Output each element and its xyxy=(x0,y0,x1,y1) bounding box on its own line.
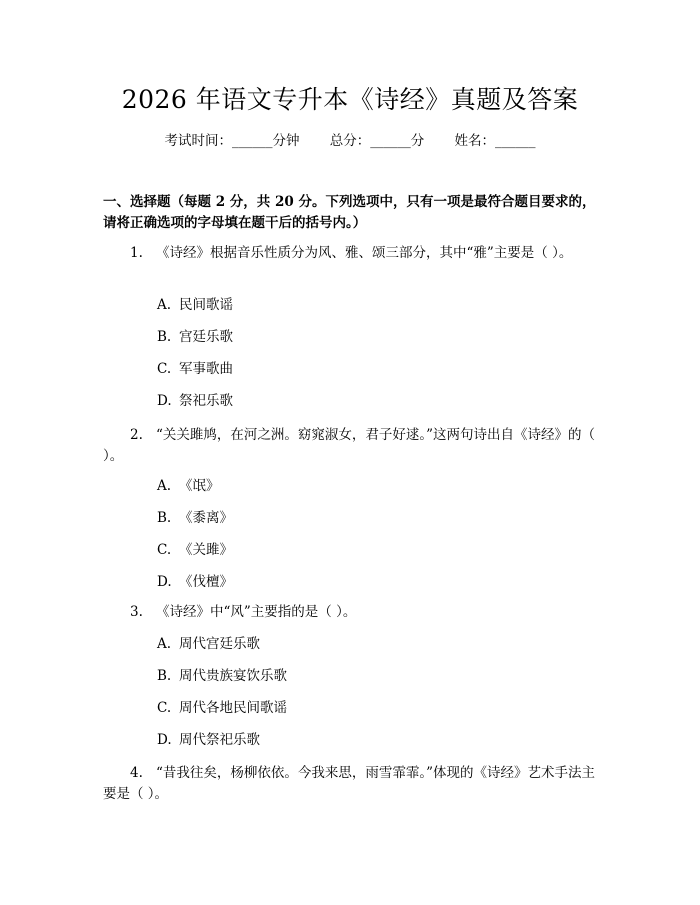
question-text: 《诗经》中“风”主要指的是（ ）。 xyxy=(156,604,357,620)
option-letter: C. xyxy=(157,361,172,377)
exam-time-field: 考试时间：______分钟 xyxy=(164,133,300,149)
option-3a xyxy=(157,635,260,653)
option-letter: D. xyxy=(157,393,172,409)
option-text: 军事歌曲 xyxy=(179,361,233,377)
question-3 xyxy=(103,602,603,623)
question-text: “关关雎鸠，在河之洲。窈窕淑女，君子好逑。”这两句诗出自《诗经》的（ ）。 xyxy=(103,427,596,464)
option-2d xyxy=(157,573,233,591)
question-number: 2. xyxy=(130,427,143,443)
option-1b xyxy=(157,328,233,346)
option-text: 《黍离》 xyxy=(179,510,233,526)
question-text: 《诗经》根据音乐性质分为风、雅、颂三部分，其中“雅”主要是（ ）。 xyxy=(156,245,573,261)
option-text: 周代贵族宴饮乐歌 xyxy=(179,668,287,684)
option-3d xyxy=(157,731,260,749)
option-text: 祭祀乐歌 xyxy=(179,393,233,409)
option-letter: C. xyxy=(157,542,172,558)
option-text: 周代宫廷乐歌 xyxy=(179,636,260,652)
option-letter: B. xyxy=(157,668,172,684)
question-4 xyxy=(103,763,603,805)
option-text: 《关雎》 xyxy=(179,542,233,558)
option-1a xyxy=(157,296,233,314)
option-2b xyxy=(157,509,233,527)
document-title: 2026 年语文专升本《诗经》真题及答案 xyxy=(121,85,579,114)
option-letter: D. xyxy=(157,574,172,590)
student-name-field: 姓名：______ xyxy=(454,133,536,149)
question-number: 4. xyxy=(130,765,143,781)
option-2c xyxy=(157,541,233,559)
option-letter: B. xyxy=(157,510,172,526)
option-letter: A. xyxy=(157,297,172,313)
option-1c xyxy=(157,360,233,378)
question-2 xyxy=(103,425,603,467)
option-text: 民间歌谣 xyxy=(179,297,233,313)
option-letter: C. xyxy=(157,700,172,716)
exam-meta-line xyxy=(0,132,700,150)
question-1 xyxy=(103,243,603,264)
section-heading: 一、选择题（每题 2 分，共 20 分。下列选项中，只有一项是最符合题目要求的，请将正确选项的字母填在题干后的括号内。） xyxy=(103,194,596,231)
option-text: 宫廷乐歌 xyxy=(179,329,233,345)
option-3c xyxy=(157,699,287,717)
option-letter: D. xyxy=(157,732,172,748)
question-number: 1. xyxy=(130,245,143,261)
option-text: 周代各地民间歌谣 xyxy=(179,700,287,716)
total-score-field: 总分：______分 xyxy=(329,133,425,149)
option-1d xyxy=(157,392,233,410)
option-letter: A. xyxy=(157,478,172,494)
question-number: 3. xyxy=(130,604,143,620)
option-letter: B. xyxy=(157,329,172,345)
option-text: 《氓》 xyxy=(179,478,220,494)
option-text: 周代祭祀乐歌 xyxy=(179,732,260,748)
option-3b xyxy=(157,667,287,685)
option-2a xyxy=(157,477,220,495)
option-letter: A. xyxy=(157,636,172,652)
option-text: 《伐檀》 xyxy=(179,574,233,590)
question-text: “昔我往矣，杨柳依依。今我来思，雨雪霏霏。”体现的《诗经》艺术手法主要是（ ）。 xyxy=(103,765,596,802)
